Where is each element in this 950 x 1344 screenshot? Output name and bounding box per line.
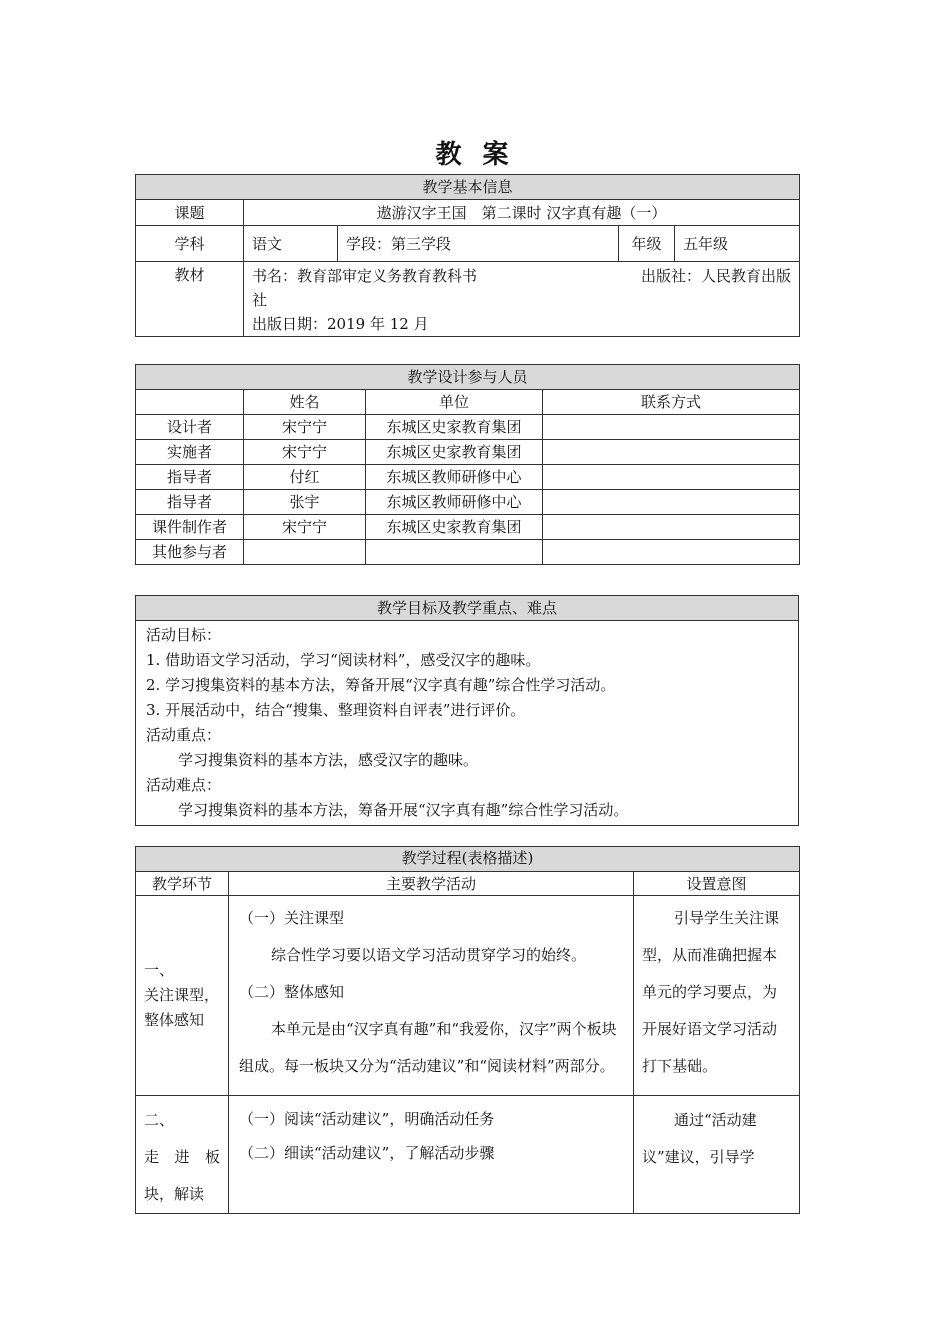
goals-content bbox=[136, 621, 799, 826]
contact-cell bbox=[543, 415, 800, 440]
goals-table bbox=[135, 595, 799, 826]
contact-cell bbox=[543, 440, 800, 465]
page-title: 教 案 bbox=[435, 140, 515, 170]
contact-cell bbox=[543, 515, 800, 540]
org-cell bbox=[366, 540, 543, 565]
process-row bbox=[136, 1096, 800, 1214]
name-cell: 宋宁宁 bbox=[244, 415, 366, 440]
stage-name: 走 进 板 块，解读 bbox=[144, 1148, 220, 1203]
table-row bbox=[136, 515, 800, 540]
material-info bbox=[244, 262, 800, 337]
difficulty-title: 活动难点： bbox=[146, 776, 222, 794]
stage-cell bbox=[136, 1096, 229, 1214]
stage-value: 学段：第三学段 bbox=[338, 226, 619, 262]
org-cell: 东城区史家教育集团 bbox=[366, 440, 543, 465]
people-table bbox=[135, 364, 800, 565]
role-cell: 设计者 bbox=[136, 415, 244, 440]
table-row bbox=[136, 415, 800, 440]
table-row bbox=[136, 490, 800, 515]
column-header: 教学环节 bbox=[136, 872, 229, 896]
key-title: 活动重点： bbox=[146, 726, 222, 744]
activity-cell bbox=[229, 896, 634, 1096]
key-text: 学习搜集资料的基本方法，感受汉字的趣味。 bbox=[178, 751, 479, 769]
basic-info-header: 教学基本信息 bbox=[136, 175, 800, 200]
table-row bbox=[136, 540, 800, 565]
book-name: 书名：教育部审定义务教育教科书 bbox=[252, 267, 478, 285]
role-cell: 指导者 bbox=[136, 490, 244, 515]
org-cell: 东城区教师研修中心 bbox=[366, 490, 543, 515]
contact-cell bbox=[543, 490, 800, 515]
activity-line: 综合性学习要以语文学习活动贯穿学习的始终。 bbox=[271, 946, 587, 964]
role-cell: 实施者 bbox=[136, 440, 244, 465]
activity-line: （二）整体感知 bbox=[239, 983, 345, 1001]
grade-label: 年级 bbox=[619, 226, 675, 262]
name-cell: 宋宁宁 bbox=[244, 440, 366, 465]
role-cell: 课件制作者 bbox=[136, 515, 244, 540]
people-header: 教学设计参与人员 bbox=[136, 365, 800, 390]
goals-header: 教学目标及教学重点、难点 bbox=[136, 596, 799, 621]
basic-info-table bbox=[135, 174, 800, 337]
activity-line: （二）细读“活动建议”，了解活动步骤 bbox=[239, 1144, 495, 1162]
topic-value: 遨游汉字王国 第二课时 汉字真有趣（一） bbox=[244, 200, 800, 226]
subject-value: 语文 bbox=[244, 226, 338, 262]
process-header: 教学过程(表格描述) bbox=[136, 847, 800, 872]
process-row bbox=[136, 896, 800, 1096]
org-cell: 东城区史家教育集团 bbox=[366, 415, 543, 440]
intent-cell bbox=[634, 1096, 800, 1214]
goal-item: 3. 开展活动中，结合“搜集、整理资料自评表”进行评价。 bbox=[146, 701, 526, 719]
table-row bbox=[136, 440, 800, 465]
name-cell: 张宇 bbox=[244, 490, 366, 515]
column-header: 主要教学活动 bbox=[229, 872, 634, 896]
table-row bbox=[136, 465, 800, 490]
column-header: 设置意图 bbox=[634, 872, 800, 896]
activity-line: （一）关注课型 bbox=[239, 909, 345, 927]
goal-item: 2. 学习搜集资料的基本方法，筹备开展“汉字真有趣”综合性学习活动。 bbox=[146, 676, 616, 694]
publish-date: 出版日期：2019 年 12 月 bbox=[252, 315, 429, 333]
stage-number: 二、 bbox=[144, 1111, 175, 1129]
publisher: 出版社：人民教育出版 bbox=[640, 267, 791, 285]
role-cell: 其他参与者 bbox=[136, 540, 244, 565]
intent-text: 引导学生关注课型，从而准确把握本单元的学习要点，为开展好语文学习活动打下基础。 bbox=[642, 909, 780, 1075]
column-header: 联系方式 bbox=[543, 390, 800, 415]
name-cell: 宋宁宁 bbox=[244, 515, 366, 540]
stage-cell bbox=[136, 896, 229, 1096]
intent-cell bbox=[634, 896, 800, 1096]
org-cell: 东城区史家教育集团 bbox=[366, 515, 543, 540]
column-header bbox=[136, 390, 244, 415]
name-cell bbox=[244, 540, 366, 565]
stage-name: 关注课型，整体感知 bbox=[144, 986, 220, 1029]
topic-label: 课题 bbox=[136, 200, 244, 226]
column-header: 单位 bbox=[366, 390, 543, 415]
stage-number: 一、 bbox=[144, 961, 175, 979]
contact-cell bbox=[543, 465, 800, 490]
contact-cell bbox=[543, 540, 800, 565]
activity-cell bbox=[229, 1096, 634, 1214]
name-cell: 付红 bbox=[244, 465, 366, 490]
material-label: 教材 bbox=[136, 262, 244, 337]
grade-value: 五年级 bbox=[675, 226, 800, 262]
subject-label: 学科 bbox=[136, 226, 244, 262]
publisher-continued: 社 bbox=[252, 291, 268, 309]
goal-title: 活动目标： bbox=[146, 626, 222, 644]
difficulty-text: 学习搜集资料的基本方法，筹备开展“汉字真有趣”综合性学习活动。 bbox=[178, 801, 629, 819]
activity-line: （一）阅读“活动建议”，明确活动任务 bbox=[239, 1110, 495, 1128]
column-header: 姓名 bbox=[244, 390, 366, 415]
role-cell: 指导者 bbox=[136, 465, 244, 490]
activity-line: 本单元是由“汉字真有趣”和“我爱你，汉字”两个板块组成。每一板块又分为“活动建议”和“阅读材料”两部分。 bbox=[239, 1020, 617, 1075]
goal-item: 1. 借助语文学习活动，学习“阅读材料”，感受汉字的趣味。 bbox=[146, 651, 541, 669]
org-cell: 东城区教师研修中心 bbox=[366, 465, 543, 490]
process-table bbox=[135, 846, 800, 1214]
intent-text: 通过“活动建议”建议，引导学 bbox=[642, 1111, 757, 1166]
